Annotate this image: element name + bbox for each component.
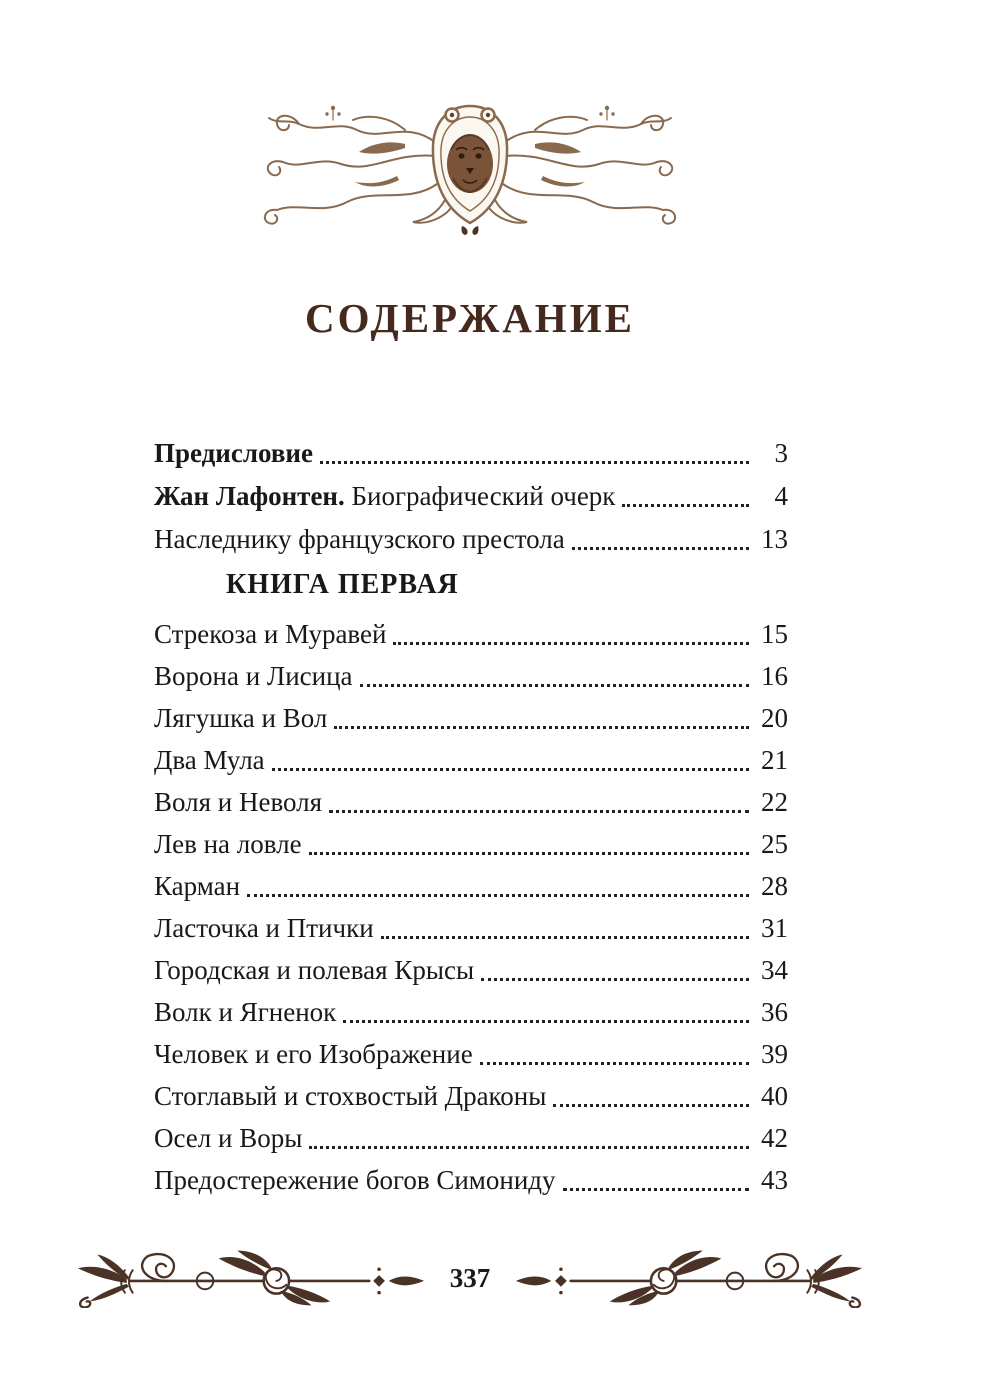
dot-leader [247, 894, 749, 897]
toc-row [154, 949, 788, 991]
toc-page-number: 34 [761, 955, 788, 985]
toc-entry-bold: Жан Лафонтен. [154, 481, 345, 511]
dot-leader [329, 810, 749, 813]
toc-row [154, 431, 788, 474]
toc-row [154, 697, 788, 739]
toc-entry-title: Предостережение богов Симониду [154, 1165, 556, 1195]
toc-row [154, 781, 788, 823]
toc-entry-title: Воля и Неволя [154, 787, 323, 817]
toc-entry-title: Стоглавый и стохвостый Драконы [154, 1081, 547, 1111]
dot-leader [481, 978, 749, 981]
scroll-divider-left-ornament [74, 1248, 426, 1308]
toc-entry-title: Городская и полевая Крысы [154, 955, 475, 985]
toc-front-matter [154, 431, 788, 560]
toc-entry-title: Стрекоза и Муравей [154, 619, 387, 649]
toc-entry-title: Человек и его Изображение [154, 1039, 473, 1069]
dot-leader [563, 1188, 749, 1191]
toc-row [154, 1033, 788, 1075]
toc-page-number: 36 [761, 997, 788, 1027]
dot-leader [343, 1020, 749, 1023]
dot-leader [381, 936, 749, 939]
dot-leader [309, 1146, 749, 1149]
toc-page-number: 43 [761, 1165, 788, 1195]
dot-leader [272, 768, 749, 771]
toc-page-number: 28 [761, 871, 788, 901]
toc-entry-title: Карман [154, 871, 241, 901]
toc-entry-title: Лягушка и Вол [154, 703, 328, 733]
toc-row [154, 1075, 788, 1117]
toc-entry-title: Биографический очерк [344, 481, 616, 511]
dot-leader [572, 547, 749, 550]
toc-page-number: 39 [761, 1039, 788, 1069]
toc-entry-title: Наследнику французского престола [154, 524, 565, 554]
dot-leader [393, 642, 749, 645]
toc-row [154, 739, 788, 781]
toc-page-number: 20 [761, 703, 788, 733]
dot-leader [480, 1062, 749, 1065]
toc-row [154, 907, 788, 949]
toc-row [154, 823, 788, 865]
page-footer [0, 1244, 940, 1312]
toc-entry-title: Два Мула [154, 745, 265, 775]
toc-page-number: 16 [761, 661, 788, 691]
lion-mask-flourish-ornament [255, 92, 685, 244]
toc-row [154, 1159, 788, 1201]
toc-page-number: 25 [761, 829, 788, 859]
toc-entry-title: Волк и Ягненок [154, 997, 337, 1027]
dot-leader [622, 504, 749, 507]
dot-leader [320, 461, 749, 464]
toc-entry-title: Лев на ловле [154, 829, 302, 859]
dot-leader [360, 684, 749, 687]
toc-row [154, 991, 788, 1033]
toc-book-one-entries [154, 613, 788, 1201]
toc-page-number: 40 [761, 1081, 788, 1111]
toc-page-number: 21 [761, 745, 788, 775]
dot-leader [553, 1104, 749, 1107]
toc-entry-bold: Предисловие [154, 438, 313, 468]
dot-leader [334, 726, 749, 729]
section-heading-book-one: КНИГА ПЕРВАЯ [226, 569, 459, 600]
toc-row [154, 474, 788, 517]
toc-row [154, 613, 788, 655]
toc-page-number: 42 [761, 1123, 788, 1153]
toc-entry-title: Ласточка и Птички [154, 913, 374, 943]
toc-entry-title: Осел и Воры [154, 1123, 303, 1153]
toc-row [154, 865, 788, 907]
toc-page-number: 22 [761, 787, 788, 817]
toc-entry-title: Ворона и Лисица [154, 661, 353, 691]
scroll-divider-right-ornament [514, 1248, 866, 1308]
toc-row [154, 517, 788, 560]
toc-page-number: 15 [761, 619, 788, 649]
dot-leader [309, 852, 749, 855]
toc-row [154, 1117, 788, 1159]
toc-page-number: 31 [761, 913, 788, 943]
folio-page-number: 337 [449, 1262, 491, 1293]
table-of-contents [154, 431, 788, 1201]
toc-row [154, 655, 788, 697]
toc-page-number: 4 [774, 481, 788, 511]
page-title: СОДЕРЖАНИЕ [305, 295, 635, 341]
toc-page-number: 3 [774, 438, 788, 468]
toc-page-number: 13 [761, 524, 788, 554]
